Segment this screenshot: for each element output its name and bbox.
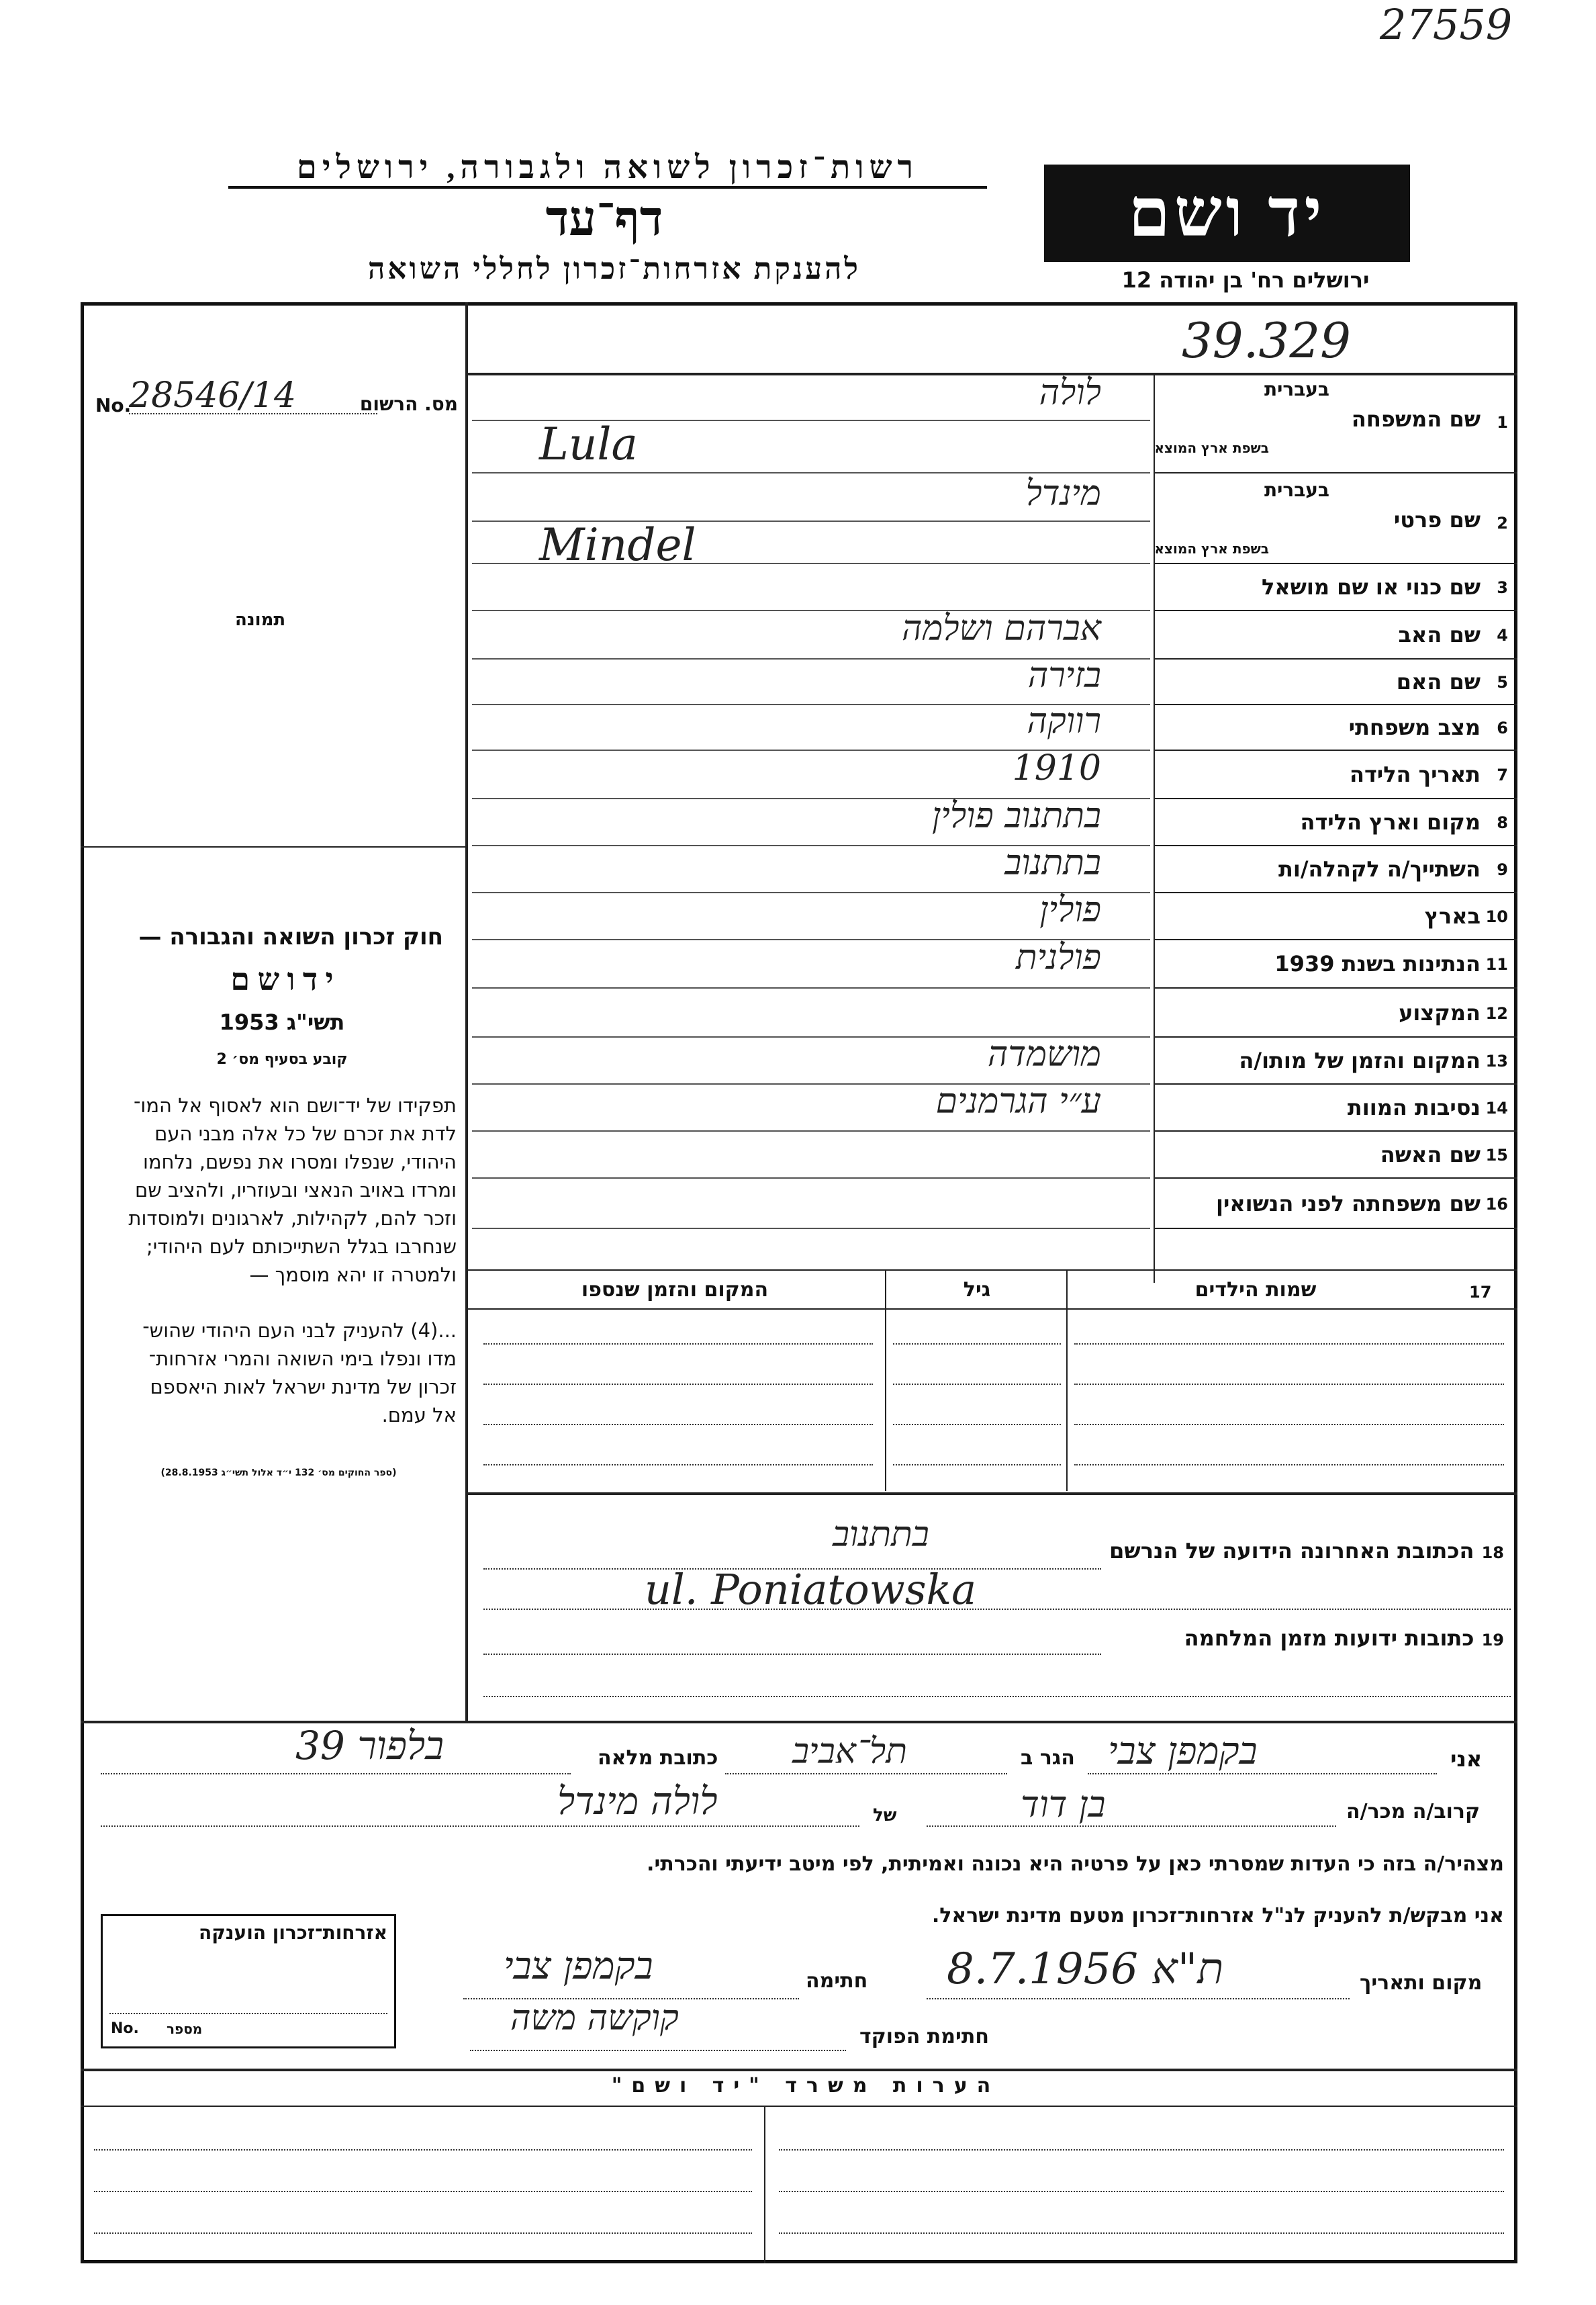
children-table-bottom [465,1492,1517,1495]
law-line: תפקידו של יד־ושם הוא לאסוף אל המו־ [133,1094,457,1117]
field-number: 8 [1497,813,1508,832]
field-row [465,843,1517,893]
law-line: מדו ונפלו בימי השואה והמרי אזרחות־ [148,1347,457,1370]
officer-signature: קוקשה משה [510,1998,679,2038]
law-paragraph-1 [107,1091,457,1289]
decl-request: אני מבקש/ת להעניק לנ"ל אזרחות־זכרון מטעם מדינת ישראל. [931,1904,1504,1928]
address-last-value-latin: ul. Poniatowska [645,1565,977,1614]
field-value: פולנית [1015,938,1101,978]
law-line: לדת את זכרם של כל אלה מבני העם [154,1122,457,1145]
field-label: שם כנוי או שם מושאל [1261,574,1481,600]
field-sublabel-hebrew: בעברית [1264,378,1329,400]
address-last-num: 18 [1481,1543,1504,1562]
field-label: שם האב [1398,622,1481,647]
address-last-value: בתתנוב [833,1515,929,1555]
children-row-line [483,1343,873,1345]
field-row [465,564,1517,611]
field-row [465,989,1517,1038]
citizenship-box [101,1914,396,2048]
children-col-divider-1 [885,1269,886,1491]
law-line: וזכר להם, לקהילות, לארגונים ולמוסדות [128,1207,457,1230]
field-number: 16 [1485,1194,1508,1214]
decl-of: של [873,1805,897,1825]
law-name: י ד ו ש ם [230,962,334,997]
law-line: אל עמם. [381,1404,457,1427]
field-label: נסיבות המוות [1347,1095,1481,1120]
children-row-line [893,1424,1061,1425]
children-row-line [893,1343,1061,1345]
field-sublabel-origin: בשפת ארץ המוצא [1154,440,1269,456]
address-last-label [1088,1538,1504,1564]
field-label: שם פרטי [1393,507,1481,533]
field-value: בתתנוב [1004,843,1101,883]
field-row [465,373,1517,473]
remarks-title: הערות משרד "יד ושם" [611,2074,1000,2097]
remarks-divider [764,2106,765,2263]
addresses-war-text: כתובות ידועות מזמן המלחמה [1184,1625,1474,1651]
field-value: אברהם ושלמה [902,608,1101,649]
field-number: 10 [1485,907,1508,926]
field-number: 4 [1497,626,1508,645]
field-label: המקום והזמן של מותו/ה [1239,1048,1481,1073]
field-row [465,1132,1517,1179]
children-num: 17 [1469,1283,1492,1302]
addresses-war-label [1088,1625,1504,1651]
archive-number: 27559 [1380,0,1513,49]
decl-lives-in: הגר ב [1021,1746,1075,1770]
field-row [465,1179,1517,1229]
field-value: רווקה [1027,701,1101,741]
children-row-line [1074,1384,1504,1385]
law-line: היהודי, שנפלו ומסרו את נפשם, נלחמו [142,1150,457,1173]
field-number: 7 [1497,766,1508,784]
field-label: שם האשה [1380,1142,1481,1167]
decl-address: בלפור 39 [295,1723,444,1768]
decl-of-name: לולה מינדל [557,1780,718,1823]
field-label: המקצוע [1399,999,1481,1026]
field-row [465,473,1517,571]
children-header-line [465,1308,1517,1310]
citizenship-box-title: אזרחות־זכרון הוענקה [199,1922,387,1944]
law-paragraph-2 [107,1316,457,1429]
decl-place-date-label: מקום ותאריך [1360,1971,1483,1995]
registration-number [95,375,458,418]
law-line: ולמטרה זו יהא מוסמך — [249,1263,457,1286]
field-row [465,748,1517,799]
addresses-war-num: 19 [1481,1631,1504,1649]
field-sublabel-origin: בשפת ארץ המוצא [1154,541,1269,557]
children-col-place: המקום והזמן שנספו [581,1278,769,1302]
registration-label: מס. הרשום [359,393,458,415]
field-row [465,701,1517,751]
field-label: שם משפחתה לפני הנשואין [1215,1190,1481,1216]
children-table-top [465,1269,1517,1271]
citizenship-box-no: No. [111,2020,139,2037]
field-value: מושמדה [987,1034,1101,1075]
field-value: בתתנוב פולין [931,796,1101,836]
children-col-names: שמות הילדים [1194,1278,1317,1302]
law-title: חוק זכרון השואה והגבורה — [138,923,443,950]
field-label: הנתינות בשנת 1939 [1274,951,1481,977]
field-number: 15 [1485,1146,1508,1165]
field-value-latin: Mindel [539,519,696,571]
field-row [465,940,1517,989]
law-line: זכרון של מדינת ישראל לאות היאספם [150,1375,457,1398]
children-row-line [893,1384,1061,1385]
registration-value: 28546/14 [129,375,297,416]
law-line: ...(4) להעניק לבני העם היהודי שהוש־ [142,1319,457,1342]
field-row [465,656,1517,705]
field-number: 2 [1497,514,1508,533]
law-year: תשי"ג 1953 [219,1009,345,1035]
decl-relative-label: קרוב/ה מכר/ה [1346,1800,1481,1823]
field-label: תאריך הלידה [1349,762,1481,787]
decl-signature: בקמפן צבי [504,1944,653,1988]
decl-declaration: מצהיר/ה בזה כי העדות שמסרתי כאן על פרטיה היא נכונה ואמיתית, לפי מיטב ידיעתי והכרתי. [647,1852,1504,1876]
form-title: דף־עד [545,192,663,246]
field-value-latin: Lula [539,418,638,470]
photo-divider [81,846,467,848]
law-line: שנחרבו בגלל השתייכותם לעם היהודי; [146,1235,457,1258]
field-number: 1 [1497,413,1508,432]
children-row-line [1074,1343,1504,1345]
field-number: 14 [1485,1099,1508,1118]
field-label: השתייך/ה לקהלה/ות [1278,856,1481,882]
field-number: 11 [1485,955,1508,974]
children-col-divider-2 [1066,1269,1068,1491]
children-row-line [1074,1464,1504,1465]
children-row-line [483,1464,873,1465]
children-row-line [1074,1424,1504,1425]
field-row [465,608,1517,660]
address-header: ירושלים רח' בן יהודה 12 [1121,267,1370,293]
field-value: לולה [1039,373,1101,413]
yad-vashem-logo [1044,165,1410,262]
field-label: בארץ [1424,903,1481,929]
field-row [465,1081,1517,1132]
law-line: ומרדו באויב הנאצי ובעוזריו, ולהציב שם [134,1179,457,1202]
decl-city: תל־אביב [792,1731,907,1772]
authority-title: רשות־זכרון לשואה ולגבורה, ירושלים [228,149,987,189]
field-number: 9 [1497,860,1508,879]
field-value: ע״י הגרמנים [935,1081,1101,1122]
remarks-top [81,2069,1517,2071]
field-number: 6 [1497,719,1508,737]
decl-signature-label: חתימה [806,1969,868,1993]
field-row [465,1034,1517,1085]
field-number: 3 [1497,578,1508,597]
field-number: 5 [1497,673,1508,692]
photo-label: תמונה [235,610,286,630]
decl-relation: בן דוד [1021,1783,1106,1825]
citizenship-box-number-label: מספר [167,2021,203,2037]
decl-name: בקמפן צבי [1108,1729,1258,1773]
record-number: 39.329 [1182,312,1351,369]
field-value: 1910 [1012,748,1101,788]
officer-signature-label: חתימת הפוקד [859,2025,989,2048]
field-label: מצב משפחתי [1348,715,1481,740]
form-subtitle: להענקת אזרחות־זכרון לחללי השואה [367,253,861,285]
logo-text: יד ושם [1128,176,1326,251]
field-label: שם המשפחה [1351,406,1481,432]
field-value: מינדל [1025,473,1101,514]
decl-i-am: אני [1450,1746,1483,1772]
law-source: (ספר החוקים מס׳ 132 י״ד אלול תשי״ג 28.8.1953) [160,1467,397,1478]
field-number: 12 [1485,1003,1508,1023]
children-row-line [483,1384,873,1385]
field-row [465,890,1517,940]
children-row-line [483,1424,873,1425]
address-last-text: הכתובת האחרונה הידועה של הנרשם [1109,1538,1474,1564]
field-row [465,796,1517,846]
field-label: מקום וארץ הלידה [1300,809,1481,835]
field-value: פולין [1039,890,1101,930]
decl-full-address-label: כתובת מלאה [598,1746,718,1770]
remarks-header-line [81,2106,1517,2107]
field-number: 13 [1485,1052,1508,1071]
field-value: בזירה [1027,656,1101,696]
law-clause: קובע בסעיף מס׳ 2 [216,1051,348,1068]
registration-no-label: No. [95,394,132,416]
decl-place-date: ת"א 8.7.1956 [947,1944,1224,1994]
children-row-line [893,1464,1061,1465]
field-sublabel-hebrew: בעברית [1264,479,1329,501]
children-col-age: גיל [963,1278,991,1302]
field-label: שם האם [1396,669,1481,694]
